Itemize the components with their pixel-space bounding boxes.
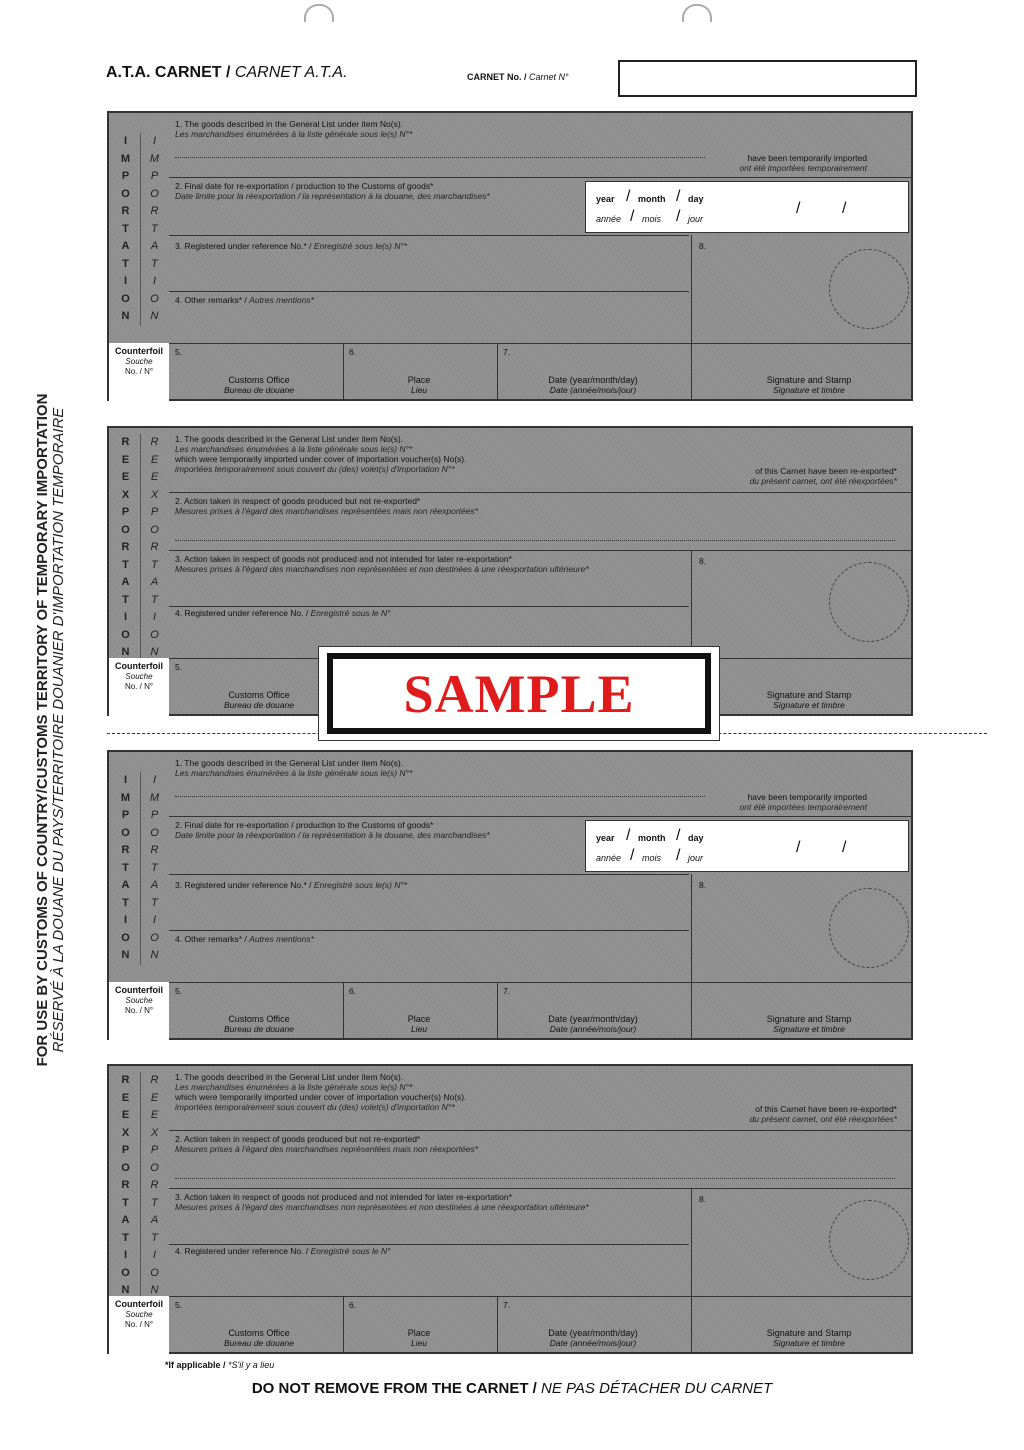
field-1-suffix: have been temporarily imported ont été importées temporairement xyxy=(739,153,867,173)
date-label: Date (year/month/day) Date (année/mois/jour) xyxy=(548,375,638,395)
reexportation-letters-fr: R E E X P O R T A T I O N xyxy=(150,1074,159,1296)
importation-letters-fr: I M P O R T A T I O N xyxy=(149,774,160,961)
place-label: Place Lieu xyxy=(407,375,431,395)
importation-voucher-2: I M P O R T A T I O N I M P O R T A T I O N 1. The goods described in the General List under item No(s). Les marchandises énumérées à la liste générale sous le(s) N°* have been temporarily imported ont été importées temporairement 2. Final date for re-exportation / production to the Customs of goods* Date limite pour la réexportation / la représentation à la douane, des marchandises* year / month / day année / mois / jour / / 3. Registered under reference No.* / Enregistré sous le(s) N°* 8. 4. Other remarks* / Autres mentions* Counterfoil Souche No. / N° 5. 6. 7. Customs Office Bureau de douane Place Lieu Date (year/month/day) Date (année/mois/jour) Signature and Stamp Signature et timbre xyxy=(107,750,913,1040)
field-2-label: 2. Final date for re-exportation / production to the Customs of goods* Date limite pour la réexportation / la représentation à la douane, des marchandises* xyxy=(175,181,490,201)
field-1-suffix: of this Carnet have been re-exported* du présent carnet, ont été réexportées* xyxy=(749,1104,897,1124)
reexportation-voucher-1: R E E X P O R T A T I O N R E E X P O R T A T I O N 1. The goods described in the General List under item No(s). Les marchandises énumérées à la liste générale sous le(s) N°* which were temporarily imported under cover of importation voucher(s) No(s). importées temporairement sous couvert du (des) volet(s) d'importation N°* of this Carnet have been re-exported* du présent carnet, ont été réexportées* 2. Action taken in respect of goods produced but not re-exported* Mesures prises à l'égard des marchandises représentées mais non réexportées* 3. Action taken in respect of goods not produced and not intended for later re-exportation* Mesures prises à l'égard des marchandises non représentées et non destinées à une réexportation ultérieure* 8. 4. Registered under reference No. / Enregistré sous le N° Counterfoil Souche No. / N° 5. Customs Office Bureau de douane Signature and Stamp Signature et timbre xyxy=(107,426,913,716)
reexportation-letters-fr: R E E X P O R T A T I O N xyxy=(150,436,159,658)
field-2-label: 2. Final date for re-exportation / production to the Customs of goods* Date limite pour la réexportation / la représentation à la douane, des marchandises* xyxy=(175,820,490,840)
sample-label: SAMPLE xyxy=(403,663,635,724)
side-caption: FOR USE BY CUSTOMS OF COUNTRY/CUSTOMS TERRITORY OF TEMPORARY IMPORTATION RÉSERVÉ À LA DOUANE DU PAYS/TERRITOIRE DOUANIER D'IMPORTATION TEMPORAIRE xyxy=(34,393,67,1067)
field-1-label: 1. The goods described in the General List under item No(s). Les marchandises énumérées à la liste générale sous le(s) N°* which were temporarily imported under cover of importation voucher(s) No(s). importées temporairement sous couvert du (des) volet(s) d'importation N°* xyxy=(175,1072,467,1112)
carnet-number-field[interactable] xyxy=(618,60,917,97)
footnote: *If applicable / *S'il y a lieu xyxy=(165,1360,275,1370)
stamp-circle xyxy=(829,1200,909,1280)
reexportation-letters-en: R E E X P O R T A T I O N xyxy=(111,434,141,662)
field-1-suffix: of this Carnet have been re-exported* du présent carnet, ont été réexportées* xyxy=(749,466,897,486)
customs-office-label: Customs Office Bureau de douane xyxy=(224,690,294,710)
date-label: Date (year/month/day) Date (année/mois/jour) xyxy=(548,1014,638,1034)
punch-hole-left xyxy=(304,4,334,22)
field-3-label: 3. Action taken in respect of goods not produced and not intended for later re-exportation* Mesures prises à l'égard des marchandises non représentées et non destinées à une réexportation ultérieure* xyxy=(175,554,589,574)
field-4-label: 4. Other remarks* / Autres mentions* xyxy=(175,934,314,944)
carnet-number-label: CARNET No. / Carnet N° xyxy=(467,72,569,82)
field-4-label: 4. Other remarks* / Autres mentions* xyxy=(175,295,314,305)
customs-office-label: Customs Office Bureau de douane xyxy=(224,1328,294,1348)
reexportation-voucher-2: R E E X P O R T A T I O N R E E X P O R T A T I O N 1. The goods described in the General List under item No(s). Les marchandises énumérées à la liste générale sous le(s) N°* which were temporarily imported under cover of importation voucher(s) No(s). importées temporairement sous couvert du (des) volet(s) d'importation N°* of this Carnet have been re-exported* du présent carnet, ont été réexportées* 2. Action taken in respect of goods produced but not re-exported* Mesures prises à l'égard des marchandises représentées mais non réexportées* 3. Action taken in respect of goods not produced and not intended for later re-exportation* Mesures prises à l'égard des marchandises non représentées et non destinées à une réexportation ultérieure* 8. 4. Registered under reference No. / Enregistré sous le N° Counterfoil Souche No. / N° 5. 6. 7. Customs Office Bureau de douane Place Lieu Date (year/month/day) Date (année/mois/jour) Signature and Stamp Signature et timbre xyxy=(107,1064,913,1354)
field-4-label: 4. Registered under reference No. / Enregistré sous le N° xyxy=(175,1246,391,1256)
field-8-label: 8. xyxy=(699,241,707,251)
footer-warning: DO NOT REMOVE FROM THE CARNET / NE PAS DÉTACHER DU CARNET xyxy=(251,1380,773,1397)
stamp-circle xyxy=(829,888,909,968)
importation-letters-fr: I M P O R T A T I O N xyxy=(149,135,160,322)
page-title: A.T.A. CARNET / CARNET A.T.A. xyxy=(106,64,348,81)
stamp-circle xyxy=(829,249,909,329)
field-1-label: 1. The goods described in the General List under item No(s). Les marchandises énumérées à la liste générale sous le(s) N°* xyxy=(175,119,413,139)
importation-letters-en: I M P O R T A T I O N xyxy=(111,133,141,326)
field-3-label: 3. Action taken in respect of goods not produced and not intended for later re-exportation* Mesures prises à l'égard des marchandises non représentées et non destinées à une réexportation ultérieure* xyxy=(175,1192,589,1212)
customs-office-label: Customs Office Bureau de douane xyxy=(224,375,294,395)
field-8-label: 8. xyxy=(699,556,707,566)
stamp-circle xyxy=(829,562,909,642)
signature-label: Signature and Stamp Signature et timbre xyxy=(766,1014,852,1034)
signature-label: Signature and Stamp Signature et timbre xyxy=(766,1328,852,1348)
field-8-label: 8. xyxy=(699,1194,707,1204)
field-1-suffix: have been temporarily imported ont été importées temporairement xyxy=(739,792,867,812)
field-4-label: 4. Registered under reference No. / Enregistré sous le N° xyxy=(175,608,391,618)
counterfoil-box: Counterfoil Souche No. / N° xyxy=(109,1296,169,1354)
field-1-label: 1. The goods described in the General List under item No(s). Les marchandises énumérées à la liste générale sous le(s) N°* xyxy=(175,758,413,778)
field-3-label: 3. Registered under reference No.* / Enregistré sous le(s) N°* xyxy=(175,880,408,890)
field-1-label: 1. The goods described in the General List under item No(s). Les marchandises énumérées à la liste générale sous le(s) N°* which were temporarily imported under cover of importation voucher(s) No(s). importées temporairement sous couvert du (des) volet(s) d'importation N°* xyxy=(175,434,467,474)
counterfoil-box: Counterfoil Souche No. / N° xyxy=(109,658,169,716)
final-date-field[interactable]: year / month / day année / mois / jour / / xyxy=(585,181,909,233)
date-label: Date (year/month/day) Date (année/mois/jour) xyxy=(548,1328,638,1348)
sample-stamp xyxy=(318,646,720,741)
importation-letters-en: I M P O R T A T I O N xyxy=(111,772,141,965)
field-2-label: 2. Action taken in respect of goods produced but not re-exported* Mesures prises à l'égard des marchandises représentées mais non réexportées* xyxy=(175,496,479,516)
signature-label: Signature and Stamp Signature et timbre xyxy=(766,690,852,710)
final-date-field[interactable]: year / month / day année / mois / jour / / xyxy=(585,820,909,872)
importation-voucher-1: I M P O R T A T I O N I M P O R T A T I O N 1. The goods described in the General List under item No(s). Les marchandises énumérées à la liste générale sous le(s) N°* have been temporarily imported ont été importées temporairement 2. Final date for re-exportation / production to the Customs of goods* Date limite pour la réexportation / la représentation à la douane, des marchandises* year / month / day année / mois / jour / / 3. Registered under reference No.* / Enregistré sous le(s) N°* 8. 4. Other remarks* / Autres mentions* Counterfoil Souche No. / N° 5. 6. 7. Customs Office Bureau de douane Place Lieu Date (year/month/day) Date (année/mois/jour) Signature and Stamp Signature et timbre xyxy=(107,111,913,401)
punch-hole-right xyxy=(682,4,712,22)
signature-label: Signature and Stamp Signature et timbre xyxy=(766,375,852,395)
reexportation-letters-en: R E E X P O R T A T I O N xyxy=(111,1072,141,1300)
field-8-label: 8. xyxy=(699,880,707,890)
counterfoil-box: Counterfoil Souche No. / N° xyxy=(109,982,169,1040)
field-2-label: 2. Action taken in respect of goods produced but not re-exported* Mesures prises à l'égard des marchandises représentées mais non réexportées* xyxy=(175,1134,479,1154)
place-label: Place Lieu xyxy=(407,1328,431,1348)
field-3-label: 3. Registered under reference No.* / Enregistré sous le(s) N°* xyxy=(175,241,408,251)
place-label: Place Lieu xyxy=(407,1014,431,1034)
customs-office-label: Customs Office Bureau de douane xyxy=(224,1014,294,1034)
counterfoil-box: Counterfoil Souche No. / N° xyxy=(109,343,169,401)
